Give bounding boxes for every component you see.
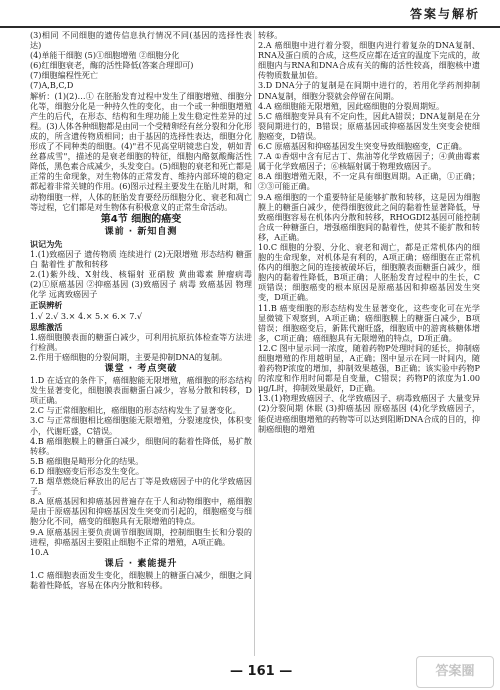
subsection-title-class: 课堂 · 考点突破 — [104, 364, 178, 374]
answer-line: 11.B 癌变细胞的形态结构发生显著变化，这些变化可在光学显微镜下观察到，A项正确；癌细胞膜上的糖蛋白减少，B项错误；细胞癌变后，新陈代谢旺盛，细胞质中的游离核糖体增多，C项正确；癌细胞具有无限增殖的特点，D项正确。 — [258, 302, 480, 343]
column-divider — [254, 30, 255, 656]
answer-line: 8.A 细胞增殖无限，不一定具有细胞周期。A正确，①正确；②③可能正确。 — [258, 171, 480, 192]
section-title: 第4节 细胞的癌变 — [100, 213, 182, 225]
class-answer: 7.B 烟草燃烧后释放出的尼古丁等是致癌因子中的化学致癌因子。 — [30, 476, 252, 497]
answer-line: 9.A 癌细胞的一个重要特征是能够扩散和转移，这是因为细胞膜上的糖蛋白减少，使得细胞彼此之间的黏着性显著降低，导致癌细胞容易在机体内分散和转移，RHOGDI2基因可能控制合成一种糖蛋白，增强癌细胞间的黏着性，使其不能扩散和转移，A正确。 — [258, 191, 480, 242]
answer-line: 3.D DNA分子的复制是在间期中进行的，若用化学药剂抑制DNA复制，细胞分裂就会停留在间期。 — [258, 80, 480, 101]
answer-line: 7.A ①香烟中含有尼古丁、焦油等化学致癌因子；④黄曲霉素属于化学致癌因子；⑥核辐射属于物理致癌因子。 — [258, 151, 480, 172]
answer-line: (3)相同 不同细胞的遗传信息执行情况不同(基因的选择性表达) — [30, 30, 252, 51]
header-title: 答案与解析 — [409, 7, 480, 21]
class-answer: 10.A — [30, 546, 49, 557]
class-answer: 4.B 癌细胞膜上的糖蛋白减少，细胞间的黏着性降低，易扩散转移。 — [30, 435, 252, 456]
tag-recall: 识记为先 — [30, 238, 63, 249]
class-answer: 3.C 与正常细胞相比癌细胞能无限增殖，分裂速度快，体积变小，代谢旺盛，C错误。 — [30, 415, 252, 436]
think-line: 2.作用于癌细胞的分裂间期，主要是抑制DNA的复制。 — [30, 351, 228, 362]
recall-line: 1.(1)致癌因子 遗传物质 连续进行 (2)无限增殖 形态结构 糖蛋白 黏着性 扩散和转移 — [30, 248, 252, 270]
class-answer: 2.C 与正常细胞相比，癌细胞的形态结构发生了显著变化。 — [30, 405, 241, 416]
judge-line: 1.√ 2.√ 3.× 4.× 5.× 6.× 7.√ — [30, 310, 143, 321]
header-bar — [0, 0, 500, 28]
tag-judge: 正误辨析 — [30, 300, 63, 311]
answer-line: (7)A,B,C,D — [30, 80, 74, 91]
class-answer: 8.A 原癌基因和抑癌基因普遍存在于人和动物细胞中，癌细胞是由于原癌基因和抑癌基因发生突变而引起的，细胞癌变与细胞分化不同，癌变的细胞具有无限增殖的特点。 — [30, 496, 252, 527]
answer-line: (6)红细胞衰老，酶的活性降低(答案合理即可) — [30, 60, 194, 71]
class-answer: 1.D 在适宜的条件下，癌细胞能无限增殖，癌细胞的形态结构发生显著变化，细胞膜表面糖蛋白减少，容易分散和转移，D项正确。 — [30, 375, 252, 406]
answer-line: 转移。 — [258, 30, 283, 40]
class-answer: 6.D 细胞癌变后形态发生变化。 — [30, 465, 144, 476]
explanation-paragraph: 解析：(1)(2)…① 在胚胎发育过程中发生了细胞增殖、细胞分化等，细胞分化是一种持久性的变化，由一个或一种细胞增殖产生的后代，在形态、结构和生理功能上发生稳定性差异的过程。(3)人体各种细胞都是由同一个受精卵经有丝分裂和分化形成的，所含遗传物质相同；由于基因的选择性表达，细胞分化形成了不同种类的细胞。(4)"君不见高堂明镜悲白发，朝如青丝暮成雪"，描述的是衰老细胞的特征，细胞内酪氨酸酶活性降低，黑色素合成减少，头发变白。(5)细胞的衰老和死亡都是正常的生命现象，对生物体的正常发育、维持内部环境的稳定都起着非常关键的作用。(6)图示过程主要发生在胎儿时期，和动物细胞一样，人体的胚胎发育要经历细胞分化、衰老和凋亡等过程，它们都是对生物体有积极意义的正常生命活动。 — [30, 90, 252, 212]
after-answer: 1.C 癌细胞表面发生变化，细胞膜上的糖蛋白减少，细胞之间黏着性降低，容易在体内分散和转移。 — [30, 569, 252, 590]
left-column — [30, 30, 252, 590]
answer-line: (4)单能干细胞 (5)①细胞增殖 ②细胞分化 — [30, 50, 180, 61]
answer-line: 2.A 癌细胞中进行着分裂，细胞内进行着复杂的DNA复制、RNA及蛋白质的合成，这些反应都在适宜的温度下完成的，故细胞内与RNA和DNA合成有关的酶的活性较高，细胞核中遗传物质数量加倍。 — [258, 40, 480, 81]
class-answer: 9.A 原癌基因主要负责调节细胞周期，控制细胞生长和分裂的进程，抑癌基因主要阻止细胞不正常的增殖，A项正确。 — [30, 526, 252, 547]
recall-line: 2.(1)紫外线、X射线、核辐射 亚硝胺 黄曲霉素 肿瘤病毒 (2)①原癌基因 ②抑癌基因 (3)致癌因子 病毒 致癌基因 物理 化学 远离致癌因子 — [30, 269, 252, 300]
answer-line: 10.C 细胞的分裂、分化、衰老和凋亡，都是正常机体内的细胞的生命现象，对机体是有利的，A项正确；癌细胞在正常机体内的细胞之间的连接被破坏后，细胞膜表面糖蛋白减少，细胞内的黏着性降低，B项正确；人胚胎发育过程中的生长，C项错误；细胞癌变的根本原因是原癌基因和抑癌基因发生突变，D项正确。 — [258, 241, 480, 303]
subsection-title-preview: 课前 · 新知自测 — [104, 226, 178, 237]
class-answer: 5.B 癌细胞是畸形分化的结果。 — [30, 455, 144, 466]
answer-line: 6.C 原癌基因和抑癌基因发生突变导致细胞癌变，C正确。 — [258, 141, 467, 152]
watermark-logo: 答案圈 — [416, 656, 494, 688]
page-number: — 161 — — [230, 664, 293, 679]
answer-line: 13.(1)物理致癌因子、化学致癌因子、病毒致癌因子 大量变异 (2)分裂间期 休眠 (3)抑癌基因 原癌基因 (4)化学致癌因子，能促进癌细胞增殖的药物等可以达到阻断DNA合成的目的，抑制癌细胞的增殖 — [258, 393, 480, 434]
subsection-title-after: 课后 · 素能提升 — [104, 558, 178, 569]
think-line: 1.癌细胞膜表面的糖蛋白减少，可利用抗原抗体检查等方法进行检测。 — [30, 331, 252, 352]
answer-line: (7)细胞编程性死亡 — [30, 70, 99, 81]
answer-line: 4.A 癌细胞能无限增殖，因此癌细胞的分裂周期短。 — [258, 100, 445, 111]
right-column — [258, 30, 480, 434]
tag-think: 思维激活 — [30, 321, 63, 332]
answer-line: 12.C 图中显示同一浓度，随着药物P处理时间的延长，抑制癌细胞增殖的作用越明显，A正确；图中显示在同一时间内，随着药物P浓度的增加，抑制效果越强，B正确；该实验中药物P的浓度和作用时间都是自变量，C错误；药物P的浓度为1.00 μg/L时，抑制效果最好，D正确。 — [258, 342, 480, 394]
answer-line: 5.C 癌细胞变异具有不定向性，因此A错误；DNA复制是在分裂间期进行的，B错误；原癌基因或抑癌基因发生突变会使细胞癌变，D错误。 — [258, 110, 480, 141]
